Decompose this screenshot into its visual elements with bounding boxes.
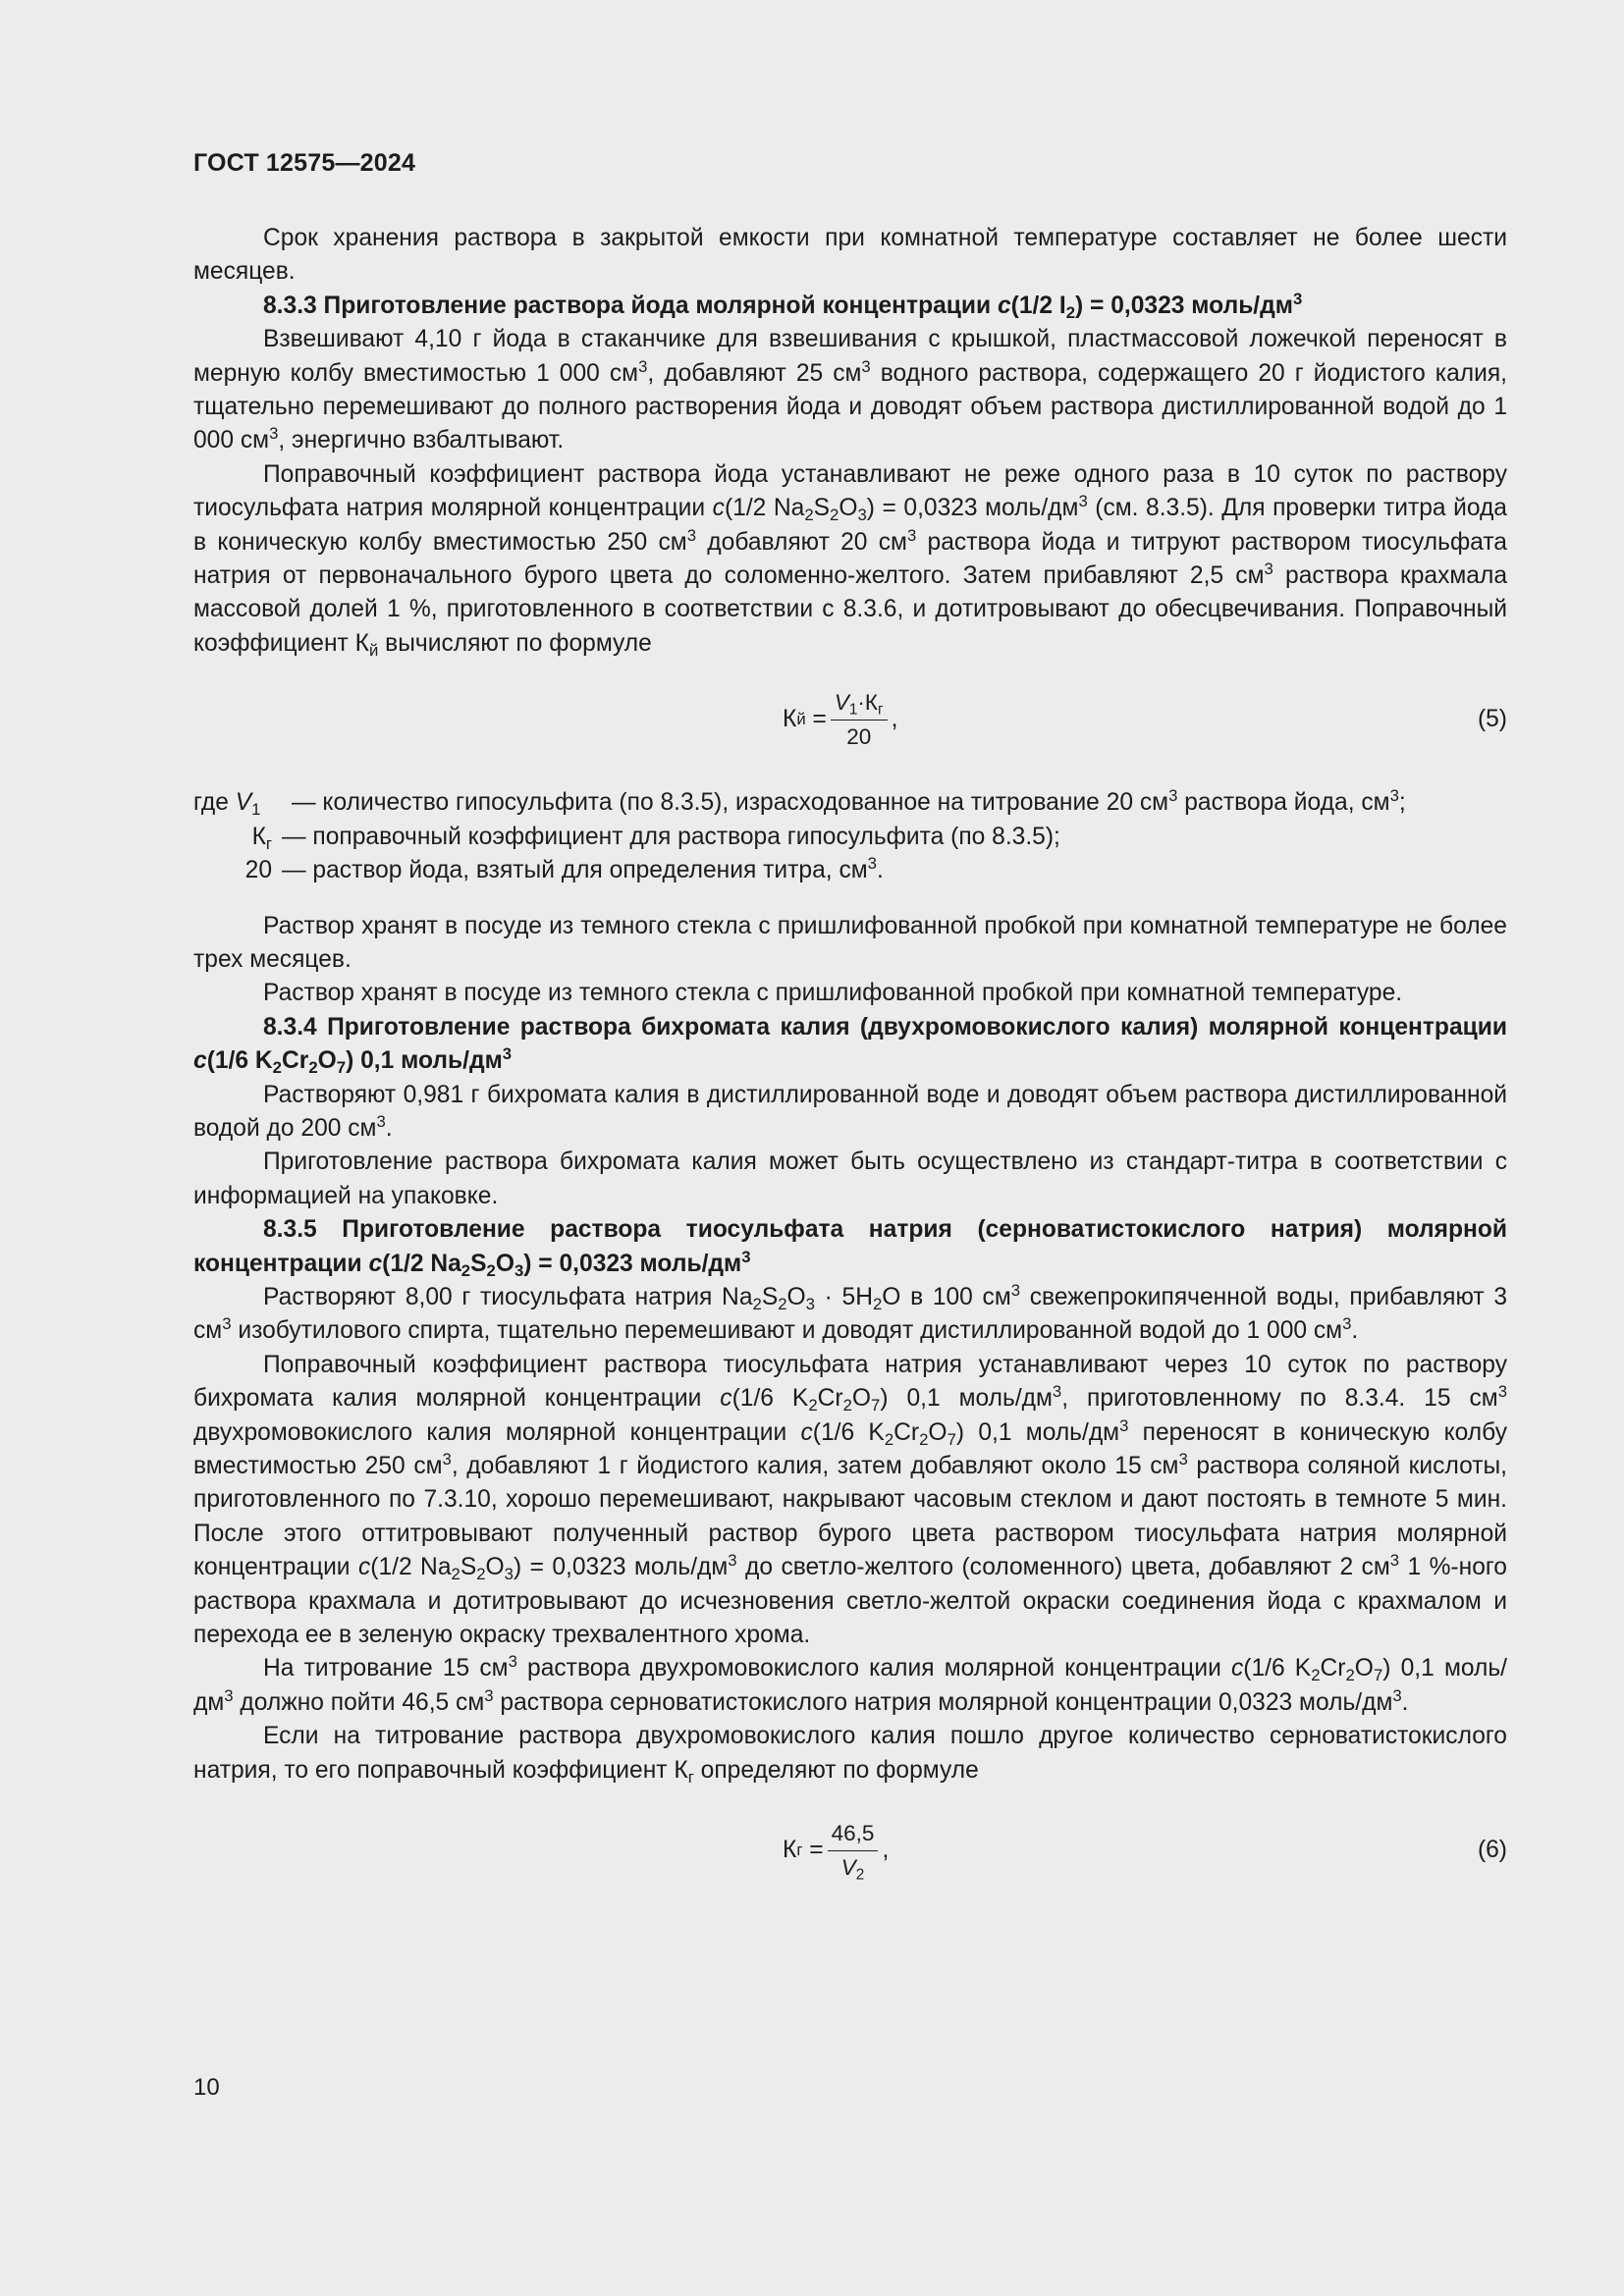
paragraph-iodine-weighing: Взвешивают 4,10 г йода в стаканчике для взвешивания с крышкой, пластмассовой ложечкой переносят в мерную колбу вместимостью 1 000 $см^3$, добавляют 25 $см^3$ водного раствора, содержащего 20 г йодистого калия, тщательно перемешивают до полного растворения йода и доводят объем раствора дистиллированной водой до 1 000 $см^3$, энергично взбалтывают.	[193, 326, 1507, 454]
formula-5	[193, 674, 1507, 765]
formula-5-number: (5)	[1477, 706, 1507, 733]
definition-kg: $К_г$ — поправочный коэффициент для раствора гипосульфита (по 8.3.5);	[251, 823, 1060, 853]
formula-6-number: (6)	[1477, 1837, 1507, 1864]
paragraph-iodine-correction: Поправочный коэффициент раствора йода устанавливают не реже одного раза в 10 суток по раствору тиосульфата натрия молярной концентрации c(1/2 $Na_2S_2O_3) = 0,0323$ моль/$дм^3$ (см. 8.3.5). Для проверки титра йода в коническую колбу вместимостью 250 $см^3$ добавляют 20 $см^3$ раствора йода и титруют раствором тиосульфата натрия от первоначального бурого цвета до соломенно-желтого. Затем прибавляют 2,5 $см^3$ раствора крахмала массовой долей 1 %, приготовленного в соответствии с 8.3.6, и дотитровывают до обесцвечивания. Поправочный коэффициент $К_й$ вычисляют по формуле	[193, 460, 1507, 660]
formula-5-expression: К й = $\frac{V_1\cdot К_г}{20}$ ,	[783, 674, 897, 765]
definition-20: 20 — раствор йода, взятый для определения титра, $см^3$.	[244, 853, 884, 884]
standard-code-header: ГОСТ 12575—2024	[193, 149, 416, 177]
section-heading-8-3-5: 8.3.5 Приготовление раствора тиосульфата натрия (серноватистокислого натрия) молярной концентрации c(1/2 $Na_2S_2O_3) = 0,0323$ моль/$дм^3$	[193, 1216, 1507, 1280]
paragraph-correction-formula-intro: Если на титрование раствора двухромовокислого калия пошло другое количество серноватистокислого натрия, то его поправочный коэффициент $К_г$ определяют по формуле	[193, 1723, 1507, 1787]
formula-5-fraction: $\frac{V_1\cdot К_г}{20}$	[831, 688, 888, 752]
formula-6-expression: К г = $\frac{46,5}{V_2}$ ,	[783, 1820, 890, 1884]
paragraph-storage: Срок хранения раствора в закрытой емкости при комнатной температуре составляет не более шести месяцев.	[193, 225, 1507, 286]
section-heading-8-3-3: 8.3.3 Приготовление раствора йода молярной концентрации c(1/2 $I_2) = 0,0323$ моль/$дм^3$	[263, 289, 1303, 322]
paragraph-dichromate-standard-titre: Приготовление раствора бихромата калия может быть осуществлено из стандарт-титра в соответствии с информацией на упаковке.	[193, 1148, 1507, 1209]
paragraph-storage-dark-glass-1: Раствор хранят в посуде из темного стекла с пришлифованной пробкой при комнатной температуре не более трех месяцев.	[193, 912, 1507, 973]
page-body	[193, 222, 1507, 1905]
paragraph-dichromate-dissolve: Растворяют 0,981 г бихромата калия в дистиллированной воде и доводят объем раствора дистиллированной водой до 200 $см^3$.	[193, 1081, 1507, 1142]
paragraph-storage-dark-glass-2: Раствор хранят в посуде из темного стекла с пришлифованной пробкой при комнатной температуре.	[263, 980, 1403, 1007]
paragraph-thiosulfate-dissolve: Растворяют 8,00 г тиосульфата натрия $Na_2S_2O_3 \cdot 5H_2O$ в 100 $см^3$ свежепрокипяченной воды, прибавляют 3 $см^3$ изобутилового спирта, тщательно перемешивают и доводят дистиллированной водой до 1 000 $см^3$.	[193, 1280, 1507, 1345]
page-number: 10	[193, 2074, 220, 2101]
paragraph-thiosulfate-correction: Поправочный коэффициент раствора тиосульфата натрия устанавливают через 10 суток по раствору бихромата калия молярной концентрации c(1/6 $K_2Cr_2O_7$) 0,1 моль/$дм^3$, приготовленному по 8.3.4. 15 $см^3$ двухромовокислого калия молярной концентрации c(1/6 $K_2Cr_2O_7$) 0,1 моль/$дм^3$ переносят в коническую колбу вместимостью 250 $см^3$, добавляют 1 г йодистого калия, затем добавляют около 15 $см^3$ раствора соляной кислоты, приготовленного по 7.3.10, хорошо перемешивают, накрывают часовым стеклом и дают постоять в темноте 5 мин. После этого оттитровывают полученный раствор бурого цвета раствором тиосульфата натрия молярной концентрации c(1/2 $Na_2S_2O_3) = 0,0323$ моль/$дм^3$ до светло-желтого (соломенного) цвета, добавляют 2 $см^3$ 1 %-ного раствора крахмала и дотитровывают до исчезновения светло-желтой окраски соединения йода с крахмалом и перехода ее в зеленую окраску трехвалентного хрома.	[193, 1351, 1508, 1649]
formula-6	[193, 1805, 1507, 1896]
section-heading-8-3-4: 8.3.4 Приготовление раствора бихромата калия (двухромовокислого калия) молярной концентрации c(1/6 $K_2Cr_2O_7$) 0,1 моль/$дм^3$	[193, 1013, 1507, 1078]
formula-6-fraction: $\frac{46,5}{V_2}$	[828, 1819, 879, 1883]
paragraph-titration-expected: На титрование 15 $см^3$ раствора двухромовокислого калия молярной концентрации c(1/6 $K_2Cr_2O_7$) 0,1 моль/$дм^3$ должно пойти 46,5 $см^3$ раствора серноватистокислого натрия молярной концентрации 0,0323 моль/$дм^3$.	[193, 1652, 1507, 1716]
formula-5-definitions	[193, 786, 1507, 887]
definition-v1: где $V_1$ — количество гипосульфита (по 8.3.5), израсходованное на титрование 20 $см^3$ раствора йода, $см^3$;	[193, 786, 1406, 820]
